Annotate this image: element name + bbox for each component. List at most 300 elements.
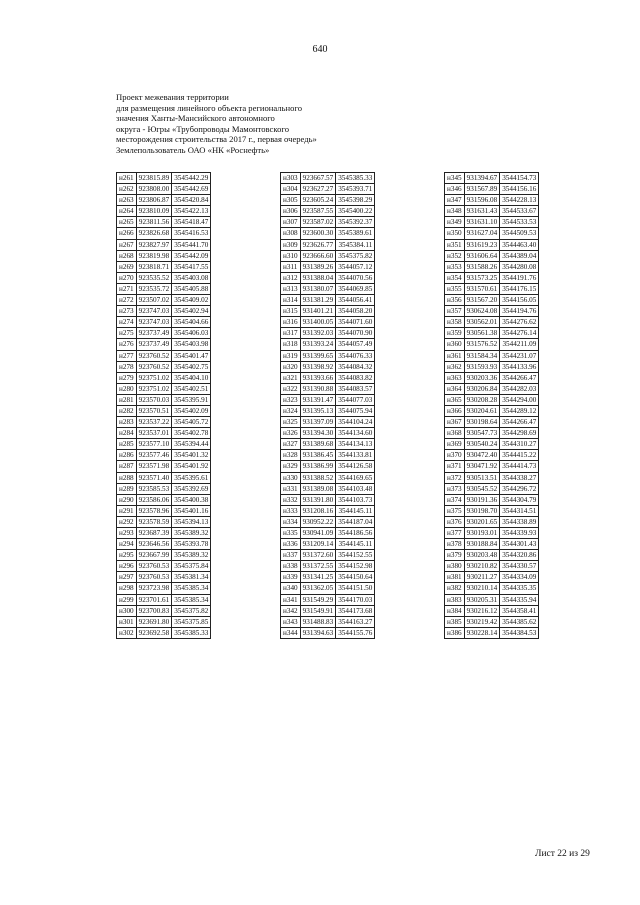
point-id: н272 xyxy=(117,295,137,306)
table-row xyxy=(117,417,211,428)
point-id: н341 xyxy=(281,594,301,605)
coord-y: 3545393.78 xyxy=(172,539,211,550)
table-row xyxy=(117,339,211,350)
point-id: н265 xyxy=(117,217,137,228)
coord-y: 3545442.29 xyxy=(172,173,211,184)
coord-x: 923507.02 xyxy=(136,295,172,306)
coord-x: 931576.52 xyxy=(464,339,500,350)
coord-x: 923737.49 xyxy=(136,328,172,339)
coord-x: 923692.58 xyxy=(136,627,172,638)
table-row xyxy=(117,627,211,638)
point-id: н366 xyxy=(445,405,465,416)
coord-x: 931362.05 xyxy=(300,583,336,594)
table-row xyxy=(117,583,211,594)
point-id: н308 xyxy=(281,228,301,239)
point-id: н339 xyxy=(281,572,301,583)
coord-y: 3544266.47 xyxy=(500,417,539,428)
table-row xyxy=(117,605,211,616)
table-row xyxy=(117,217,211,228)
point-id: н365 xyxy=(445,394,465,405)
table-row xyxy=(117,195,211,206)
table-row xyxy=(445,361,539,372)
coord-y: 3545385.34 xyxy=(172,583,211,594)
table-row xyxy=(281,516,375,527)
coord-x: 923819.98 xyxy=(136,250,172,261)
table-row xyxy=(445,272,539,283)
point-id: н311 xyxy=(281,261,301,272)
coord-x: 923701.61 xyxy=(136,594,172,605)
coord-x: 923700.83 xyxy=(136,605,172,616)
point-id: н267 xyxy=(117,239,137,250)
table-row xyxy=(445,306,539,317)
coord-y: 3544070.90 xyxy=(336,328,375,339)
table-row xyxy=(281,627,375,638)
coord-x: 931390.88 xyxy=(300,383,336,394)
point-id: н293 xyxy=(117,528,137,539)
coord-y: 3544156.16 xyxy=(500,184,539,195)
point-id: н369 xyxy=(445,439,465,450)
coord-x: 931596.08 xyxy=(464,195,500,206)
coord-x: 930472.40 xyxy=(464,450,500,461)
point-id: н291 xyxy=(117,505,137,516)
coord-y: 3544282.03 xyxy=(500,383,539,394)
point-id: н363 xyxy=(445,372,465,383)
coord-y: 3545401.32 xyxy=(172,450,211,461)
coord-x: 923737.49 xyxy=(136,339,172,350)
coord-y: 3544103.73 xyxy=(336,494,375,505)
coord-y: 3544134.13 xyxy=(336,439,375,450)
table-row xyxy=(117,295,211,306)
coord-y: 3544133.96 xyxy=(500,361,539,372)
point-id: н327 xyxy=(281,439,301,450)
header-line: для размещения линейного объекта регионального xyxy=(116,102,303,113)
point-id: н319 xyxy=(281,350,301,361)
coord-y: 3544155.76 xyxy=(336,627,375,638)
point-id: н384 xyxy=(445,605,465,616)
coord-x: 931397.09 xyxy=(300,417,336,428)
coord-x: 923751.02 xyxy=(136,372,172,383)
point-id: н386 xyxy=(445,627,465,638)
table-row xyxy=(281,295,375,306)
coord-x: 931393.66 xyxy=(300,372,336,383)
point-id: н296 xyxy=(117,561,137,572)
point-id: н320 xyxy=(281,361,301,372)
coord-x: 931388.04 xyxy=(300,272,336,283)
coord-x: 923760.52 xyxy=(136,361,172,372)
table-row xyxy=(445,261,539,272)
coord-x: 930471.92 xyxy=(464,461,500,472)
coord-y: 3545441.70 xyxy=(172,239,211,250)
coord-y: 3545401.47 xyxy=(172,350,211,361)
table-row xyxy=(281,450,375,461)
point-id: н362 xyxy=(445,361,465,372)
coord-y: 3544156.05 xyxy=(500,295,539,306)
table-row xyxy=(117,505,211,516)
coord-x: 923723.98 xyxy=(136,583,172,594)
coord-y: 3544151.50 xyxy=(336,583,375,594)
coord-x: 930219.42 xyxy=(464,616,500,627)
table-row xyxy=(281,594,375,605)
coord-y: 3544415.22 xyxy=(500,450,539,461)
coord-x: 930547.73 xyxy=(464,428,500,439)
coord-y: 3545395.61 xyxy=(172,472,211,483)
point-id: н336 xyxy=(281,539,301,550)
point-id: н377 xyxy=(445,528,465,539)
point-id: н380 xyxy=(445,561,465,572)
coord-x: 931606.64 xyxy=(464,250,500,261)
point-id: н300 xyxy=(117,605,137,616)
table-row xyxy=(117,528,211,539)
point-id: н317 xyxy=(281,328,301,339)
table-row xyxy=(281,483,375,494)
table-row xyxy=(445,516,539,527)
coord-x: 931549.29 xyxy=(300,594,336,605)
table-row xyxy=(117,350,211,361)
coord-x: 923535.72 xyxy=(136,283,172,294)
point-id: н276 xyxy=(117,339,137,350)
table-row xyxy=(117,239,211,250)
coord-x: 923747.03 xyxy=(136,306,172,317)
coord-x: 930203.48 xyxy=(464,550,500,561)
table-row xyxy=(281,195,375,206)
coord-y: 3544338.27 xyxy=(500,472,539,483)
point-id: н349 xyxy=(445,217,465,228)
table-row xyxy=(117,516,211,527)
coord-x: 930208.28 xyxy=(464,394,500,405)
table-row xyxy=(281,505,375,516)
coord-y: 3545409.02 xyxy=(172,295,211,306)
coord-y: 3545394.44 xyxy=(172,439,211,450)
coord-x: 923571.98 xyxy=(136,461,172,472)
table-row xyxy=(281,439,375,450)
table-row xyxy=(445,528,539,539)
coord-x: 930201.65 xyxy=(464,516,500,527)
point-id: н316 xyxy=(281,317,301,328)
coord-y: 3544338.89 xyxy=(500,516,539,527)
coord-x: 923810.09 xyxy=(136,206,172,217)
coord-y: 3544134.60 xyxy=(336,428,375,439)
coord-x: 931372.55 xyxy=(300,561,336,572)
header-line: месторождения строительства 2017 г., первая очередь» xyxy=(116,134,317,145)
coord-y: 3545403.98 xyxy=(172,339,211,350)
coord-x: 930562.01 xyxy=(464,317,500,328)
table-row xyxy=(281,472,375,483)
table-row xyxy=(445,439,539,450)
coord-x: 923760.53 xyxy=(136,572,172,583)
table-row xyxy=(445,394,539,405)
coord-y: 3544385.62 xyxy=(500,616,539,627)
coord-y: 3544163.27 xyxy=(336,616,375,627)
table-row xyxy=(445,239,539,250)
table-row xyxy=(281,572,375,583)
coord-y: 3544169.65 xyxy=(336,472,375,483)
point-id: н310 xyxy=(281,250,301,261)
coord-x: 931588.26 xyxy=(464,261,500,272)
point-id: н309 xyxy=(281,239,301,250)
table-row xyxy=(117,228,211,239)
coord-y: 3544056.41 xyxy=(336,295,375,306)
coord-x: 931401.21 xyxy=(300,306,336,317)
coord-y: 3544150.64 xyxy=(336,572,375,583)
coord-x: 931573.25 xyxy=(464,272,500,283)
coord-y: 3545404.66 xyxy=(172,317,211,328)
table-row xyxy=(281,372,375,383)
coord-x: 923605.24 xyxy=(300,195,336,206)
coord-x: 923827.97 xyxy=(136,239,172,250)
table-row xyxy=(117,616,211,627)
point-id: н289 xyxy=(117,483,137,494)
point-id: н294 xyxy=(117,539,137,550)
table-row xyxy=(445,372,539,383)
point-id: н314 xyxy=(281,295,301,306)
coord-x: 931567.89 xyxy=(464,184,500,195)
table-row xyxy=(445,339,539,350)
point-id: н331 xyxy=(281,483,301,494)
coord-y: 3544310.27 xyxy=(500,439,539,450)
coord-x: 931631.10 xyxy=(464,217,500,228)
point-id: н348 xyxy=(445,206,465,217)
coordinate-table-3 xyxy=(444,172,539,639)
table-row xyxy=(281,383,375,394)
table-row xyxy=(281,616,375,627)
point-id: н364 xyxy=(445,383,465,394)
table-row xyxy=(445,483,539,494)
point-id: н371 xyxy=(445,461,465,472)
point-id: н318 xyxy=(281,339,301,350)
point-id: н375 xyxy=(445,505,465,516)
coord-x: 931341.25 xyxy=(300,572,336,583)
point-id: н361 xyxy=(445,350,465,361)
coord-x: 923578.96 xyxy=(136,505,172,516)
table-row xyxy=(117,317,211,328)
point-id: н304 xyxy=(281,184,301,195)
point-id: н333 xyxy=(281,505,301,516)
table-row xyxy=(281,339,375,350)
coord-x: 931395.13 xyxy=(300,405,336,416)
coord-x: 930188.84 xyxy=(464,539,500,550)
coord-x: 923667.99 xyxy=(136,550,172,561)
point-id: н368 xyxy=(445,428,465,439)
table-row xyxy=(117,206,211,217)
coord-y: 3544276.14 xyxy=(500,328,539,339)
coord-y: 3544057.12 xyxy=(336,261,375,272)
coord-x: 931570.61 xyxy=(464,283,500,294)
table-row xyxy=(445,328,539,339)
coord-y: 3545402.75 xyxy=(172,361,211,372)
coord-y: 3544103.48 xyxy=(336,483,375,494)
point-id: н325 xyxy=(281,417,301,428)
coord-x: 931394.30 xyxy=(300,428,336,439)
coord-y: 3544384.53 xyxy=(500,627,539,638)
document-header xyxy=(116,92,416,156)
coord-x: 931567.20 xyxy=(464,295,500,306)
coord-x: 931386.45 xyxy=(300,450,336,461)
coordinate-table-2 xyxy=(280,172,375,639)
header-line: значения Ханты-Мансийского автономного xyxy=(116,113,275,124)
coord-y: 3544154.73 xyxy=(500,173,539,184)
point-id: н346 xyxy=(445,184,465,195)
table-row xyxy=(445,350,539,361)
point-id: н332 xyxy=(281,494,301,505)
point-id: н330 xyxy=(281,472,301,483)
coord-y: 3545389.32 xyxy=(172,528,211,539)
point-id: н269 xyxy=(117,261,137,272)
point-id: н324 xyxy=(281,405,301,416)
table-row xyxy=(117,184,211,195)
coord-y: 3545384.11 xyxy=(336,239,375,250)
coord-x: 930952.22 xyxy=(300,516,336,527)
point-id: н307 xyxy=(281,217,301,228)
point-id: н323 xyxy=(281,394,301,405)
coord-x: 923537.01 xyxy=(136,428,172,439)
table-row xyxy=(445,561,539,572)
table-row xyxy=(281,428,375,439)
table-row xyxy=(281,550,375,561)
coord-x: 931209.14 xyxy=(300,539,336,550)
point-id: н275 xyxy=(117,328,137,339)
coord-x: 923570.51 xyxy=(136,405,172,416)
table-row xyxy=(281,417,375,428)
table-row xyxy=(281,317,375,328)
point-id: н263 xyxy=(117,195,137,206)
coord-x: 931391.47 xyxy=(300,394,336,405)
table-row xyxy=(117,361,211,372)
table-row xyxy=(117,261,211,272)
coord-y: 3545401.16 xyxy=(172,505,211,516)
table-row xyxy=(445,472,539,483)
table-row xyxy=(445,494,539,505)
coord-x: 931584.34 xyxy=(464,350,500,361)
table-row xyxy=(117,306,211,317)
table-row xyxy=(445,627,539,638)
point-id: н286 xyxy=(117,450,137,461)
table-row xyxy=(281,539,375,550)
coord-y: 3545422.13 xyxy=(172,206,211,217)
point-id: н356 xyxy=(445,295,465,306)
coord-x: 923751.02 xyxy=(136,383,172,394)
coord-y: 3544133.81 xyxy=(336,450,375,461)
point-id: н278 xyxy=(117,361,137,372)
point-id: н261 xyxy=(117,173,137,184)
coord-x: 923585.53 xyxy=(136,483,172,494)
coord-x: 931389.68 xyxy=(300,439,336,450)
point-id: н385 xyxy=(445,616,465,627)
coord-x: 931380.07 xyxy=(300,283,336,294)
coord-x: 931386.99 xyxy=(300,461,336,472)
coord-y: 3544083.57 xyxy=(336,383,375,394)
point-id: н367 xyxy=(445,417,465,428)
point-id: н379 xyxy=(445,550,465,561)
coord-y: 3544070.56 xyxy=(336,272,375,283)
point-id: н298 xyxy=(117,583,137,594)
coord-y: 3544186.56 xyxy=(336,528,375,539)
coord-y: 3545418.47 xyxy=(172,217,211,228)
table-row xyxy=(117,328,211,339)
table-row xyxy=(445,594,539,605)
coord-x: 923667.57 xyxy=(300,173,336,184)
table-row xyxy=(281,206,375,217)
table-row xyxy=(117,428,211,439)
point-id: н301 xyxy=(117,616,137,627)
table-row xyxy=(445,250,539,261)
coord-y: 3545394.13 xyxy=(172,516,211,527)
coord-x: 931627.04 xyxy=(464,228,500,239)
table-row xyxy=(445,450,539,461)
coord-x: 923577.10 xyxy=(136,439,172,450)
coord-y: 3545406.03 xyxy=(172,328,211,339)
table-row xyxy=(281,350,375,361)
coord-y: 3545389.32 xyxy=(172,550,211,561)
point-id: н329 xyxy=(281,461,301,472)
coord-x: 930210.82 xyxy=(464,561,500,572)
coord-y: 3544104.24 xyxy=(336,417,375,428)
coord-x: 923535.52 xyxy=(136,272,172,283)
coord-y: 3544194.76 xyxy=(500,306,539,317)
coord-x: 923646.56 xyxy=(136,539,172,550)
coord-x: 931394.63 xyxy=(300,627,336,638)
coord-y: 3544266.47 xyxy=(500,372,539,383)
point-id: н297 xyxy=(117,572,137,583)
table-row xyxy=(117,461,211,472)
coord-x: 930941.09 xyxy=(300,528,336,539)
coord-y: 3545403.08 xyxy=(172,272,211,283)
point-id: н312 xyxy=(281,272,301,283)
coord-y: 3545417.55 xyxy=(172,261,211,272)
coord-x: 923815.89 xyxy=(136,173,172,184)
coord-x: 931381.29 xyxy=(300,295,336,306)
coord-x: 923600.30 xyxy=(300,228,336,239)
coord-y: 3544509.53 xyxy=(500,228,539,239)
table-row xyxy=(445,173,539,184)
coord-x: 923818.71 xyxy=(136,261,172,272)
coord-x: 931389.08 xyxy=(300,483,336,494)
coord-y: 3544076.33 xyxy=(336,350,375,361)
coord-x: 931400.05 xyxy=(300,317,336,328)
coord-x: 930216.12 xyxy=(464,605,500,616)
table-row xyxy=(117,450,211,461)
point-id: н302 xyxy=(117,627,137,638)
table-row xyxy=(445,217,539,228)
coord-y: 3545395.91 xyxy=(172,394,211,405)
coord-y: 3544298.69 xyxy=(500,428,539,439)
coord-y: 3544058.20 xyxy=(336,306,375,317)
table-row xyxy=(281,250,375,261)
coord-x: 930561.38 xyxy=(464,328,500,339)
table-row xyxy=(445,461,539,472)
point-id: н357 xyxy=(445,306,465,317)
coord-y: 3545402.51 xyxy=(172,383,211,394)
coord-y: 3544069.85 xyxy=(336,283,375,294)
point-id: н347 xyxy=(445,195,465,206)
coord-x: 930211.27 xyxy=(464,572,500,583)
table-row xyxy=(445,184,539,195)
coord-y: 3544296.72 xyxy=(500,483,539,494)
point-id: н350 xyxy=(445,228,465,239)
table-row xyxy=(117,383,211,394)
point-id: н315 xyxy=(281,306,301,317)
point-id: н351 xyxy=(445,239,465,250)
table-row xyxy=(281,461,375,472)
point-id: н279 xyxy=(117,372,137,383)
point-id: н299 xyxy=(117,594,137,605)
coord-y: 3544187.04 xyxy=(336,516,375,527)
coord-y: 3544191.76 xyxy=(500,272,539,283)
point-id: н373 xyxy=(445,483,465,494)
point-id: н322 xyxy=(281,383,301,394)
coord-x: 930205.31 xyxy=(464,594,500,605)
coord-y: 3544152.98 xyxy=(336,561,375,572)
table-row xyxy=(281,228,375,239)
